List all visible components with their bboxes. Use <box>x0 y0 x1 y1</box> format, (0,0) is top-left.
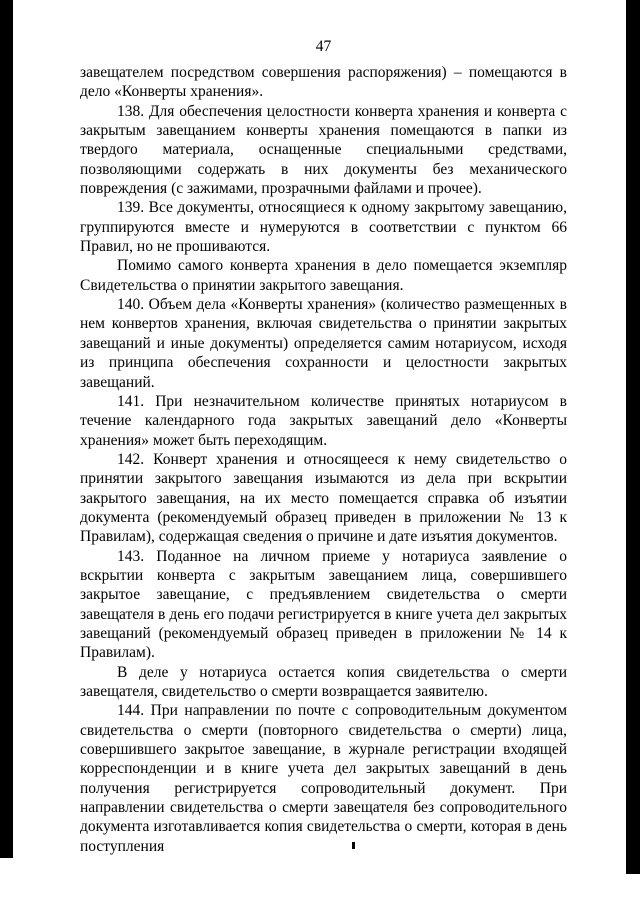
paragraph-139-addendum: Помимо самого конверта хранения в дело помещается экземпляр Свидетельства о принятии закрытого завещания. <box>80 257 567 294</box>
document-body <box>80 63 567 856</box>
scan-artifact-left-bar <box>0 0 13 858</box>
paragraph-138: 138. Для обеспечения целостности конверта хранения и конверта с закрытым завещанием конверты хранения помещаются в папки из твердого материала, оснащенные специальными средствами, позволяющими содержать в них документы без механического повреждения (с зажимами, прозрачными файлами и прочее). <box>80 102 567 198</box>
paragraph-143: 143. Поданное на личном приеме у нотариуса заявление о вскрытии конверта с закрытым завещанием лица, совершившего закрытое завещание, с предъявлением свидетельства о смерти завещателя в день его подачи регистрируется в книге учета дел закрытых завещаний (рекомендуемый образец приведен в приложении № 14 к Правилам). <box>80 547 567 662</box>
paragraph-144: 144. При направлении по почте с сопроводительным документом свидетельства о смерти (повторного свидетельства о смерти) лица, совершившего закрытое завещание, в журнале регистрации входящей корреспонденции и в книге учета дел закрытых завещаний в день получения регистрируется сопроводительный документ. При направлении свидетельства о смерти завещателя без сопроводительного документа изготавливается копия свидетельства о смерти, которая в день поступления <box>80 702 567 855</box>
paragraph-142: 142. Конверт хранения и относящееся к нему свидетельство о принятии закрытого завещания изымаются из дела при вскрытии закрытого завещания, на их место помещается справка об изъятии документа (рекомендуемый образец приведен в приложении № 13 к Правилам), содержащая сведения о причине и дате изъятия документов. <box>80 450 567 546</box>
paragraph-143-addendum: В деле у нотариуса остается копия свидетельства о смерти завещателя, свидетельство о смерти возвращается заявителю. <box>80 663 567 700</box>
scan-artifact-right-bar <box>626 0 640 874</box>
paragraph-continuation: завещателем посредством совершения распоряжения) – помещаются в дело «Конверты хранения». <box>80 64 567 101</box>
paragraph-141: 141. При незначительном количестве принятых нотариусом в течение календарного года закрытых завещаний дело «Конверты хранения» может быть переходящим. <box>80 392 567 449</box>
paragraph-140: 140. Объем дела «Конверты хранения» (количество размещенных в нем конвертов хранения, включая свидетельства о принятии закрытых завещаний и иные документы) определяется самим нотариусом, исходя из принципа обеспечения сохранности и целостности закрытых завещаний. <box>80 296 567 391</box>
paragraph-139: 139. Все документы, относящиеся к одному закрытому завещанию, группируются вместе и нумеруются в соответствии с пунктом 66 Правил, но не прошиваются. <box>80 199 567 256</box>
page-number: 47 <box>315 38 332 55</box>
